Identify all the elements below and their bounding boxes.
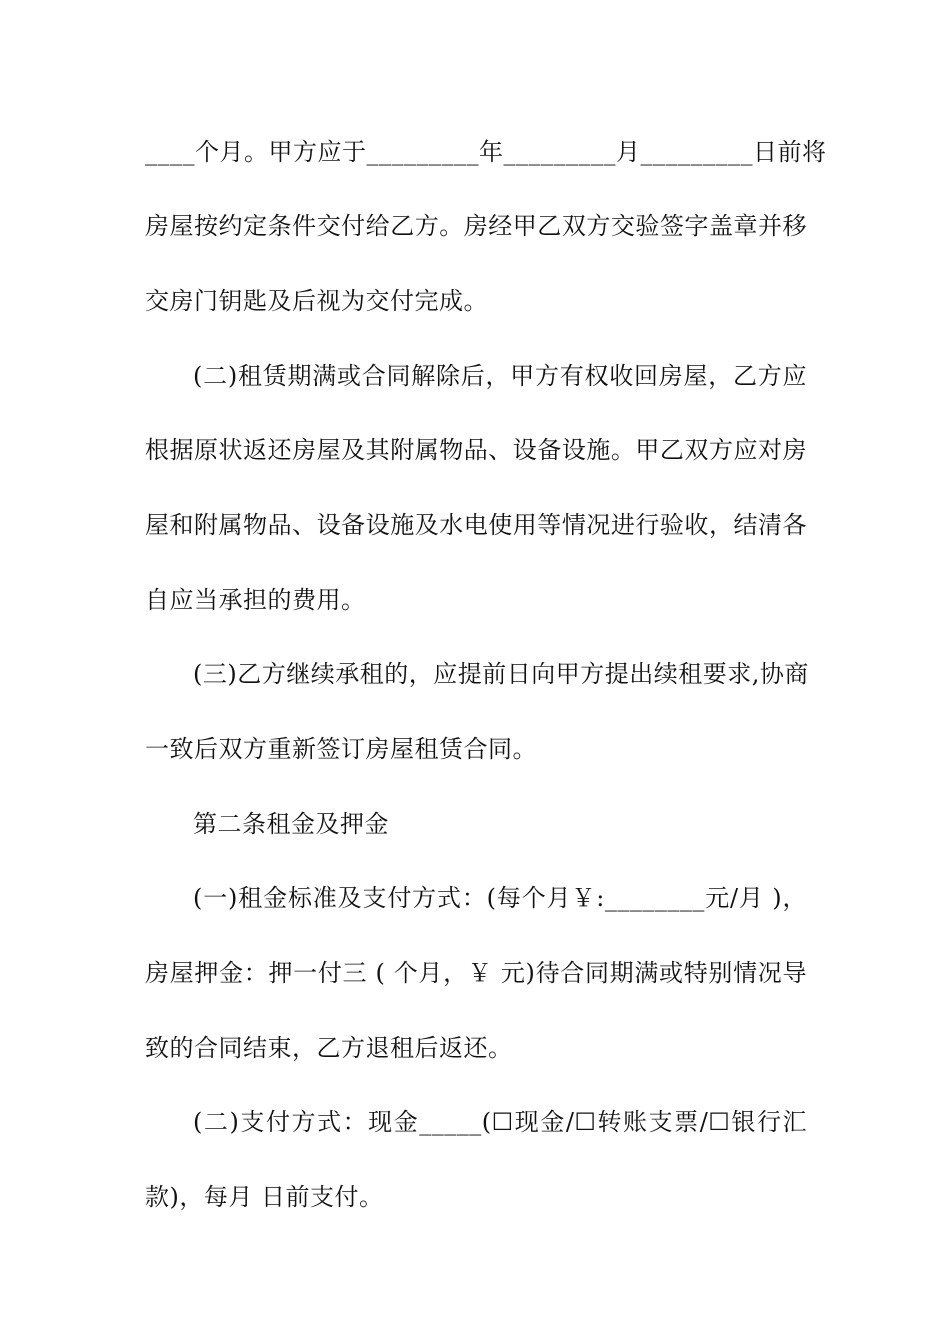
- paragraph-line: 致的合同结束，乙方退租后返还。: [145, 1034, 513, 1062]
- paragraph-line: ____个月。甲方应于_________年_________月_________日前将: [145, 138, 827, 166]
- paragraph-line: (三)乙方继续承租的，应提前日向甲方提出续租要求,协商: [193, 660, 809, 688]
- paragraph-line: 根据原状返还房屋及其附属物品、设备设施。甲乙双方应对房: [145, 436, 807, 464]
- section-heading: 第二条租金及押金: [193, 810, 389, 838]
- paragraph-line: (二)支付方式：现金_____(☐现金/☐转账支票/☐银行汇: [193, 1108, 807, 1136]
- paragraph-line: (二)租赁期满或合同解除后，甲方有权收回房屋，乙方应: [193, 362, 807, 390]
- paragraph-line: 房屋押金：押一付三 ( 个月，￥ 元)待合同期满或特别情况导: [145, 959, 807, 987]
- paragraph-line: 自应当承担的费用。: [145, 586, 366, 614]
- paragraph-line: 房屋按约定条件交付给乙方。房经甲乙双方交验签字盖章并移: [145, 212, 807, 240]
- paragraph-line: 屋和附属物品、设备设施及水电使用等情况进行验收，结清各: [145, 511, 807, 539]
- paragraph-line: 一致后双方重新签订房屋租赁合同。: [145, 735, 537, 763]
- paragraph-line: (一)租金标准及支付方式：(每个月￥:________元/月 )，: [193, 884, 807, 912]
- paragraph-line: 款)，每月 日前支付。: [145, 1183, 384, 1211]
- paragraph-line: 交房门钥匙及后视为交付完成。: [145, 287, 488, 315]
